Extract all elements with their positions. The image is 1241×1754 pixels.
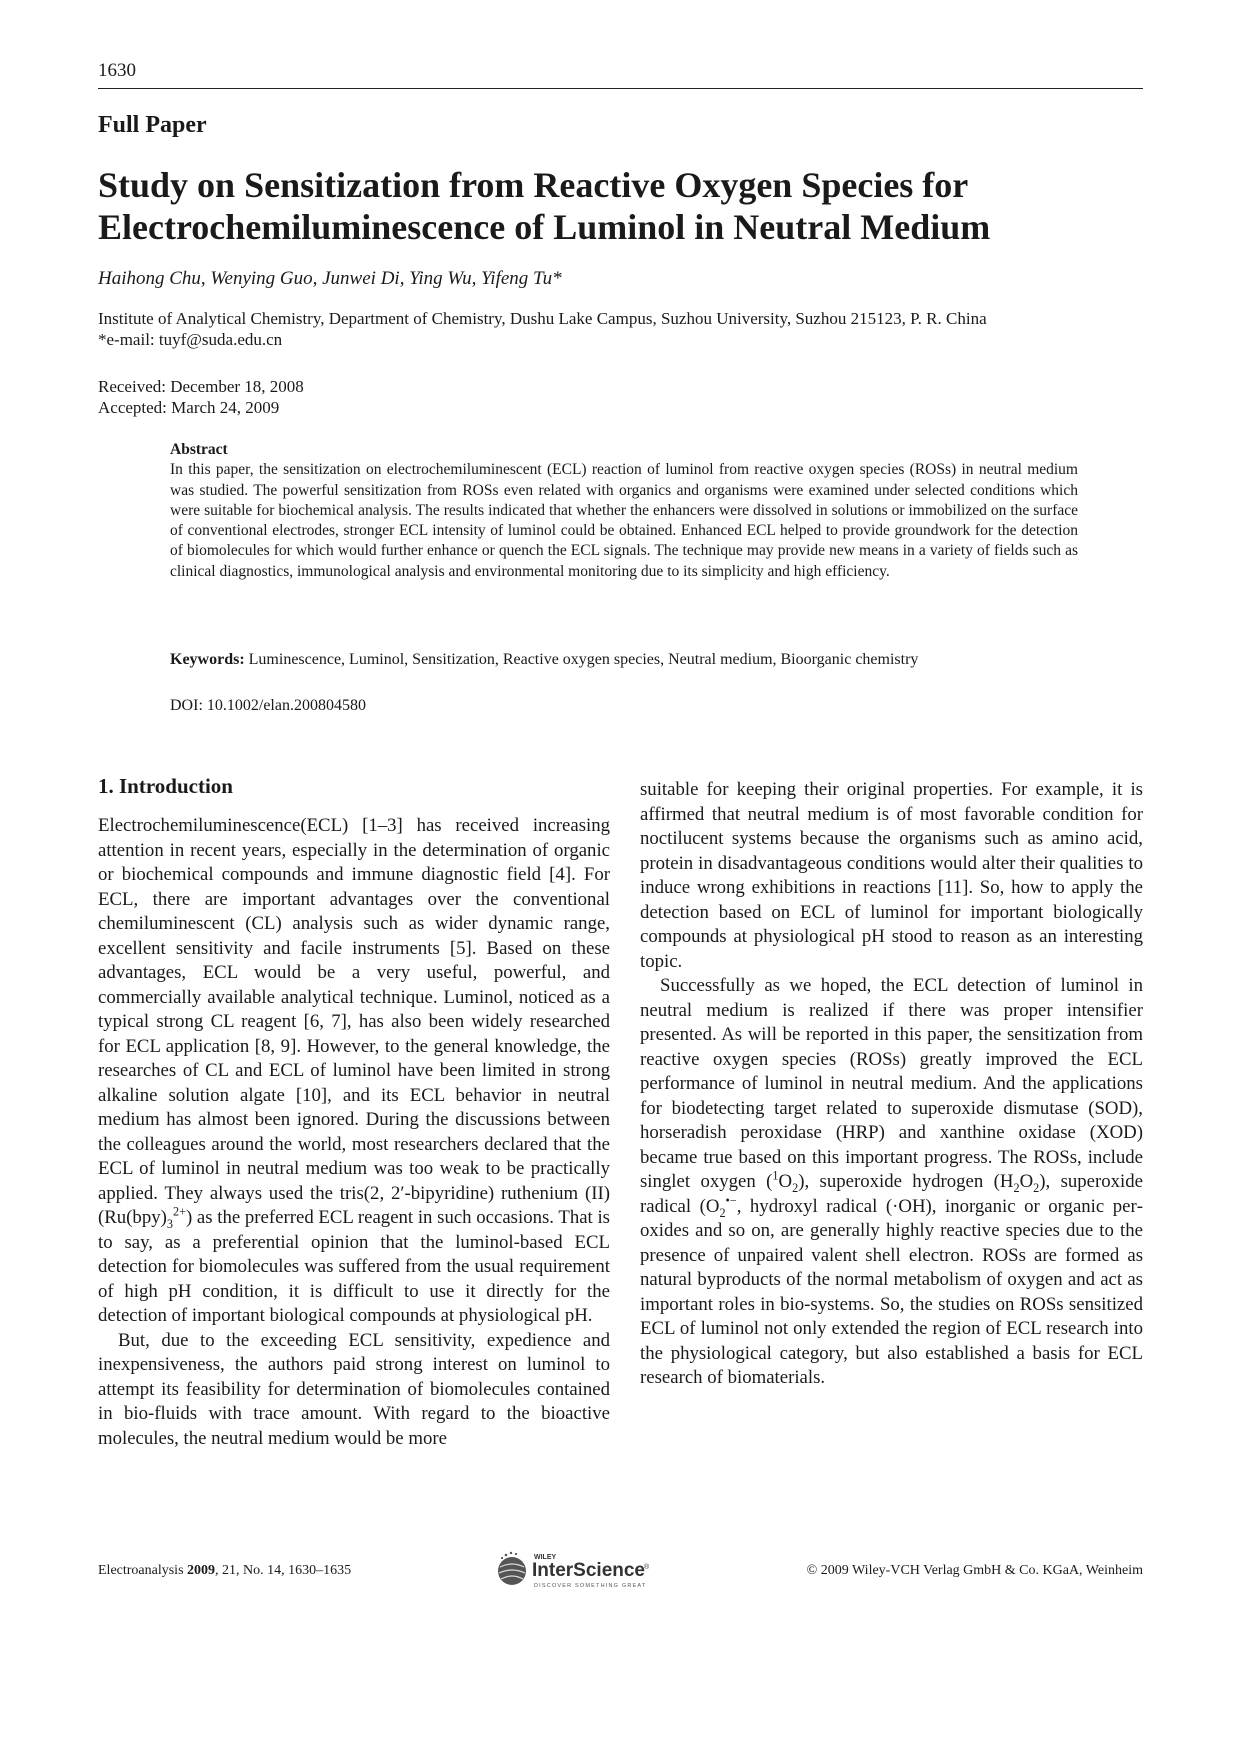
abstract-text: In this paper, the sensitization on electrochemiluminescent (ECL) reaction of luminol from reactive oxygen species (ROSs) in neutral medium was studied. The powerful sensitization from ROSs even related with organics and organisms were examined under selected conditions which were suitable for biochemical analysis. The results indicated that whether the enhancers were dissolved in solutions or immobilized on the surface of conventional electrodes, stronger ECL intensity of luminol could be obtained. Enhanced ECL helped to provide groundwork for the detection of biomolecules for which would further enhance or quench the ECL signals. The technique may provide new means in a variety of fields such as clinical diagnostics, immunological analysis and environmental monitoring due to its simplicity and high efficiency. (170, 461, 1078, 580)
title-line-2: Electrochemiluminescence of Luminol in Neutral Medium (98, 207, 991, 247)
footer-copyright: © 2009 Wiley-VCH Verlag GmbH & Co. KGaA, Weinheim (806, 1563, 1143, 1578)
affiliation: Institute of Analytical Chemistry, Department of Chemistry, Dushu Lake Campus, Suzhou University, Suzhou 215123, P. R. China (98, 309, 987, 328)
affiliation-block (98, 308, 987, 350)
section-label: Full Paper (98, 112, 207, 138)
column-right (640, 778, 1143, 1391)
page-number: 1630 (98, 60, 136, 81)
svg-text:WILEY: WILEY (534, 1554, 557, 1561)
email[interactable]: *e-mail: tuyf@suda.edu.cn (98, 330, 283, 349)
introduction-heading: 1. Introduction (98, 774, 233, 798)
header-rule (98, 88, 1143, 89)
intro-paragraph-2: But, due to the exceeding ECL sensitivity, expedience and inexpensiveness, the authors paid strong interest on luminol to attempt its feasibility for determination of biomolecules contained in bio-fluids with trace amount. With regard to the bioactive molecules, the neutral medium would be more (98, 1329, 610, 1449)
title-line-1: Study on Sensitization from Reactive Oxygen Species for (98, 165, 969, 205)
paper-title (98, 164, 1143, 248)
keywords (170, 651, 1100, 669)
accepted-date: Accepted: March 24, 2009 (98, 398, 280, 417)
svg-text:InterScience: InterScience (532, 1560, 645, 1581)
intro-paragraph-4: Successfully as we hoped, the ECL detection of luminol in neutral medium is realized if there was proper intensifier presented. As will be reported in this paper, the sensitization from reactive oxygen species (ROSs) greatly improved the ECL performance of luminol in neutral medium. And the applications for biodetecting target related to superoxide dismutase (SOD), horseradish peroxidase (HRP) and xanthine oxidase (XOD) became true based on this important progress. The ROSs, include singlet oxygen $(^1O_2)$, superoxide hydrogen $(H_2O_2)$, superoxide radical ($O_2^{•-}$, hydroxyl radical (·OH), inorganic or organic peroxides and so on, are generally highly reactive species due to the presence of unpaired valent shell electron. ROSs are formed as natural byproducts of the normal metabolism of oxygen and act as important roles in bio-systems. So, the studies on ROSs sensitized ECL of luminol not only extended the region of ECL research into the physiological category, but also established a basis for ECL research of biomaterials. (640, 975, 1143, 1388)
wiley-interscience-logo (494, 1549, 654, 1593)
svg-text:®: ® (644, 1564, 650, 1571)
keywords-text: Luminescence, Luminol, Sensitization, Reactive oxygen species, Neutral medium, Bioorganic chemistry (248, 651, 919, 668)
authors: Haihong Chu, Wenying Guo, Junwei Di, Ying Wu, Yifeng Tu* (98, 268, 562, 289)
svg-text:DISCOVER SOMETHING GREAT: DISCOVER SOMETHING GREAT (534, 1583, 647, 1589)
abstract (170, 440, 1078, 582)
intro-paragraph-1: Electrochemiluminescence(ECL) [1–3] has received increasing attention in recent years, especially in the determination of organic or biochemical compounds and immune diagnostic field [4]. For ECL, there are important advantages over the conventional chemiluminescent (CL) analysis such as wider dynamic range, excellent sensitivity and facile instruments [5]. Based on these advantages, ECL would be a very useful, powerful, and commercially available analytical technique. Luminol, noticed as a typical strong CL reagent [6, 7], has also been widely researched for ECL application [8, 9]. However, to the general knowledge, the researches of CL and ECL of luminol have been limited in strong alkaline solution algate [10], and its ECL behavior in neutral medium has almost been ignored. During the discussions between the colleagues around the world, most researchers declared that the ECL of luminol in neutral medium was too weak to be practically applied. They always used the tris(2, 2′-bipyridine) ruthenium (II) $(Ru(bpy)_3^{2+})$ as the preferred ECL reagent in such occasions. That is to say, as a preferential opinion that the luminol-based ECL detection for biomolecules was suffered from the usual requirement of high pH condition, it is difficult to use it directly for the detection of important biological compounds at physiological pH. (98, 815, 610, 1326)
abstract-heading: Abstract (170, 441, 228, 458)
doi[interactable]: DOI: 10.1002/elan.200804580 (170, 697, 366, 714)
globe-icon (498, 1552, 526, 1585)
column-left (98, 814, 610, 1451)
footer-citation: Electroanalysis 2009, 21, No. 14, 1630–1635 (98, 1563, 352, 1578)
dates-block (98, 376, 304, 418)
intro-paragraph-3: suitable for keeping their original properties. For example, it is affirmed that neutral medium is of most favorable condition for noctilucent systems because the organisms such as amino acid, protein in disadvantageous conditions would alter their qualities to induce wrong exhibitions in reactions [11]. So, how to apply the detection based on ECL of luminol for important biologically compounds at physiological pH stood to reason as an interesting topic. (640, 779, 1143, 972)
received-date: Received: December 18, 2008 (98, 377, 304, 396)
keywords-label: Keywords: (170, 651, 245, 668)
